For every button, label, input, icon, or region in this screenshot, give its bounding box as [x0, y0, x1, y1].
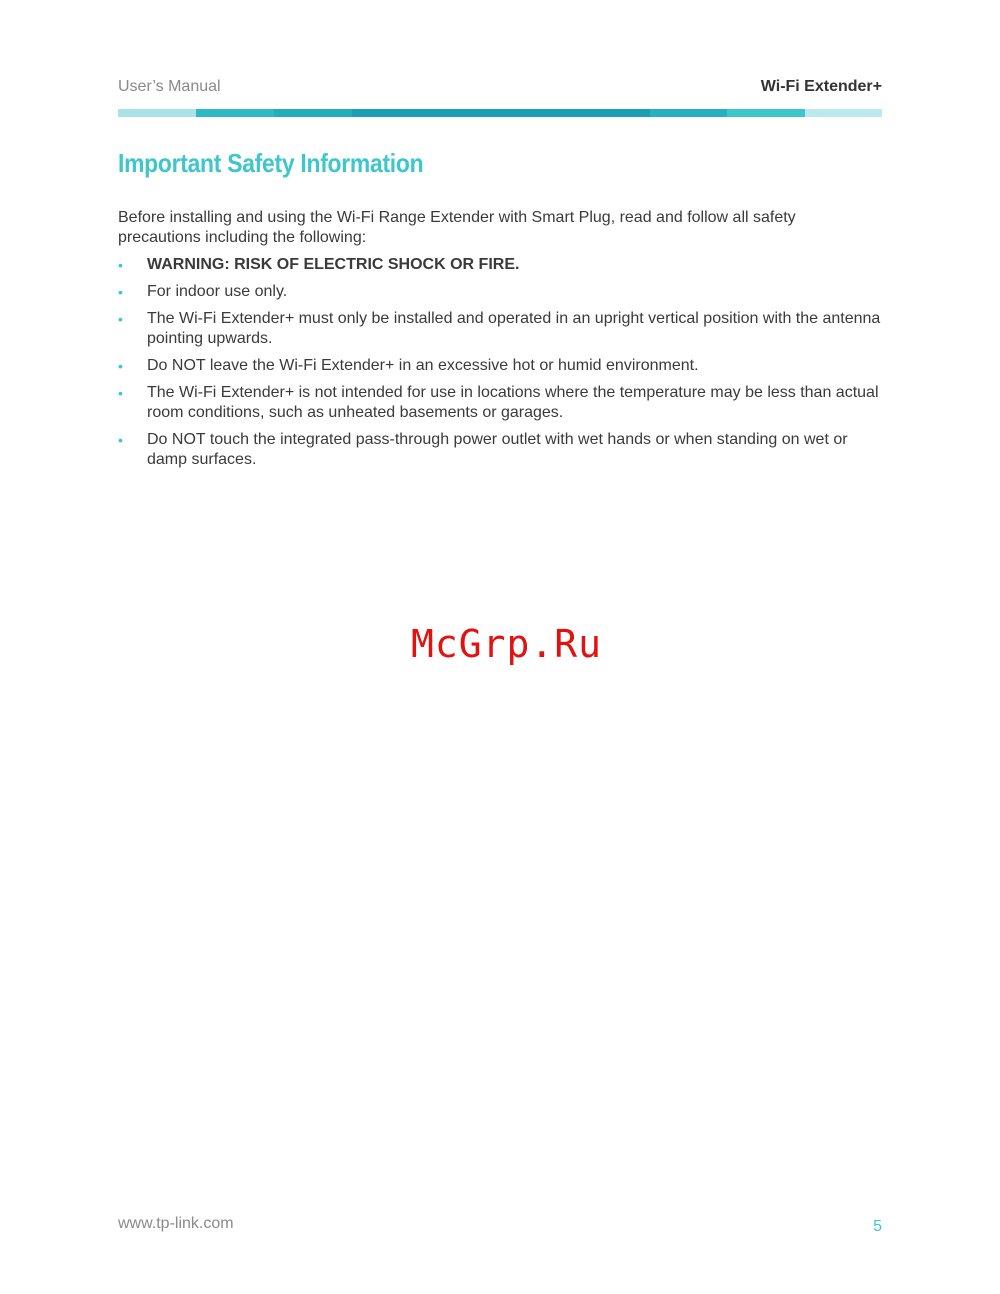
stripe-segment [118, 109, 196, 117]
page-title: Important Safety Information [118, 148, 424, 178]
safety-precautions-list [118, 255, 882, 477]
header-color-stripe [118, 109, 882, 117]
bullet-icon: • [118, 311, 123, 327]
header-product-name: Wi-Fi Extender+ [760, 78, 882, 95]
list-item-text: WARNING: RISK OF ELECTRIC SHOCK OR FIRE. [147, 256, 520, 273]
bullet-icon: • [118, 432, 123, 448]
list-item-text: Do NOT touch the integrated pass-through power outlet with wet hands or when standing on wet or damp surfaces. [147, 431, 848, 468]
list-item [118, 356, 882, 376]
watermark: McGrp.Ru [410, 622, 603, 666]
stripe-segment [274, 109, 352, 117]
list-item-text: The Wi-Fi Extender+ must only be installed and operated in an upright vertical position with the antenna pointing upwards. [147, 310, 881, 347]
stripe-segment [727, 109, 805, 117]
bullet-icon: • [118, 257, 123, 273]
list-item-text: Do NOT leave the Wi-Fi Extender+ in an excessive hot or humid environment. [147, 357, 699, 374]
header-manual-label: User’s Manual [118, 78, 221, 95]
list-item [118, 282, 882, 302]
list-item-text: For indoor use only. [147, 283, 288, 300]
stripe-segment [650, 109, 727, 117]
page-number: 5 [873, 1218, 882, 1235]
bullet-icon: • [118, 358, 123, 374]
stripe-segment [805, 109, 882, 117]
stripe-segment [196, 109, 274, 117]
footer-url: www.tp-link.com [118, 1215, 234, 1232]
stripe-segment [352, 109, 650, 117]
list-item [118, 309, 882, 349]
list-item [118, 255, 882, 275]
list-item [118, 430, 882, 470]
list-item [118, 383, 882, 423]
bullet-icon: • [118, 385, 123, 401]
bullet-icon: • [118, 284, 123, 300]
list-item-text: The Wi-Fi Extender+ is not intended for use in locations where the temperature may be less than actual room conditions, such as unheated basements or garages. [147, 384, 879, 421]
intro-paragraph: Before installing and using the Wi-Fi Range Extender with Smart Plug, read and follow all safety precautions including the following: [118, 209, 796, 246]
